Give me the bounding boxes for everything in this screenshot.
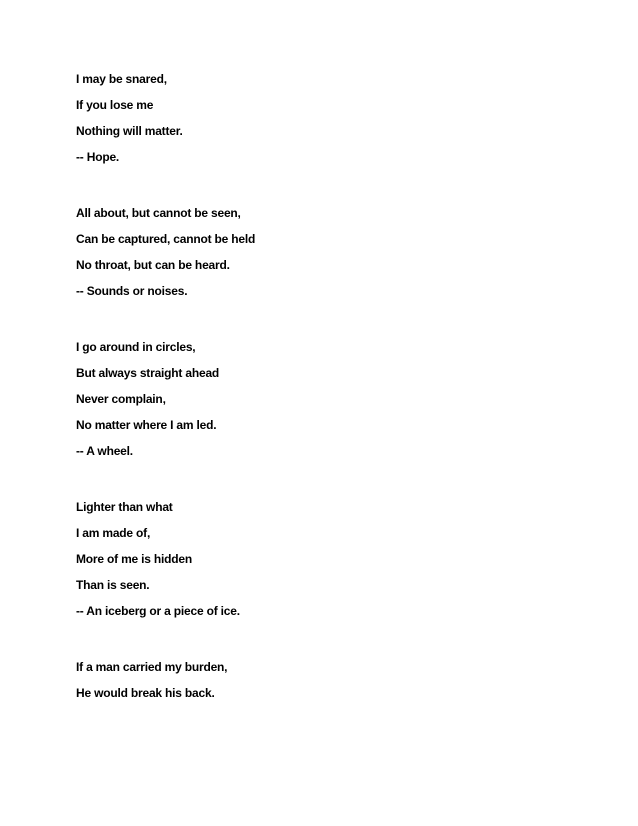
riddle-answer: -- Sounds or noises. [76,284,188,298]
riddle-stanza-5 [76,654,596,706]
stanza-line: Can be captured, cannot be held [76,232,256,246]
stanza-line: I go around in circles, [76,340,196,354]
stanza-line: If a man carried my burden, [76,660,228,674]
document-body [76,66,596,736]
stanza-line: I am made of, [76,526,151,540]
riddle-stanza-3 [76,334,596,464]
riddle-stanza-1 [76,66,596,170]
stanza-line: Than is seen. [76,578,150,592]
stanza-line: More of me is hidden [76,552,193,566]
stanza-line: Never complain, [76,392,166,406]
riddle-stanza-2 [76,200,596,304]
riddle-stanza-4 [76,494,596,624]
stanza-line: But always straight ahead [76,366,220,380]
stanza-line: All about, but cannot be seen, [76,206,241,220]
stanza-line: Nothing will matter. [76,124,183,138]
stanza-line: No throat, but can be heard. [76,258,230,272]
riddle-answer: -- A wheel. [76,444,133,458]
riddle-answer: -- An iceberg or a piece of ice. [76,604,240,618]
stanza-line: No matter where I am led. [76,418,217,432]
stanza-line: Lighter than what [76,500,173,514]
stanza-line: I may be snared, [76,72,167,86]
stanza-line: He would break his back. [76,686,215,700]
riddle-answer: -- Hope. [76,150,120,164]
stanza-line: If you lose me [76,98,154,112]
